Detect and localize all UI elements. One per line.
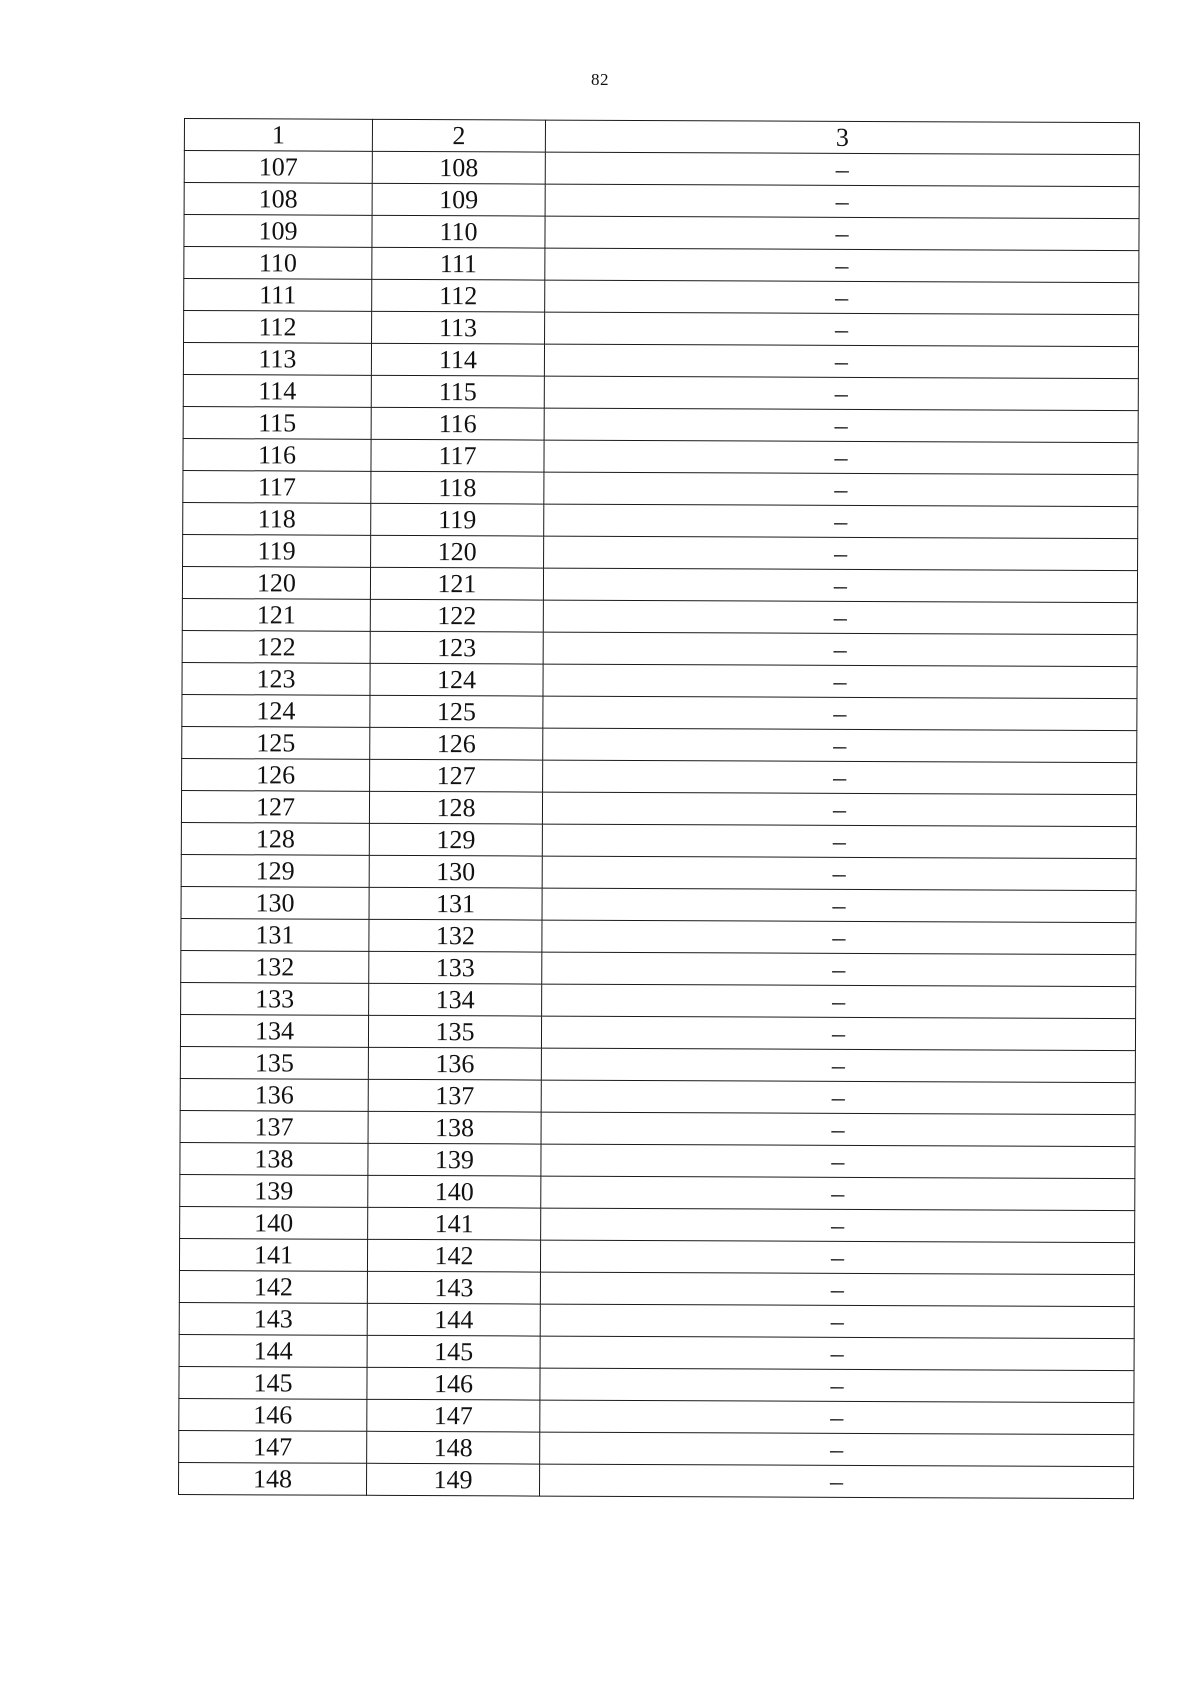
to-cell: 111 — [372, 247, 545, 280]
value-cell: – — [540, 1272, 1134, 1307]
value-cell: – — [540, 1368, 1134, 1403]
table-row — [179, 1270, 1134, 1306]
to-cell: 110 — [372, 215, 545, 248]
table-row — [179, 1302, 1134, 1338]
value-cell: – — [543, 728, 1137, 763]
value-cell: – — [540, 1432, 1134, 1467]
from-cell: 136 — [180, 1078, 368, 1111]
table-row — [181, 790, 1136, 826]
to-cell: 149 — [366, 1463, 539, 1496]
to-cell: 119 — [371, 503, 544, 536]
table-row — [182, 726, 1137, 762]
data-table-container — [178, 118, 1139, 1499]
from-cell: 147 — [179, 1430, 367, 1463]
value-cell: – — [545, 280, 1139, 315]
to-cell: 140 — [368, 1175, 541, 1208]
to-cell: 117 — [371, 439, 544, 472]
table-row — [184, 311, 1139, 347]
to-cell: 116 — [371, 407, 544, 440]
to-cell: 112 — [372, 279, 545, 312]
to-cell: 121 — [370, 567, 543, 600]
value-cell: – — [542, 856, 1136, 891]
value-cell: – — [545, 216, 1139, 251]
value-cell: – — [540, 1336, 1134, 1371]
value-cell: – — [545, 152, 1139, 187]
from-cell: 109 — [184, 215, 372, 248]
table-row — [180, 1078, 1135, 1114]
from-cell: 113 — [183, 343, 371, 376]
to-cell: 139 — [368, 1143, 541, 1176]
from-cell: 125 — [182, 726, 370, 759]
table-row — [182, 694, 1137, 730]
value-cell: – — [544, 504, 1138, 539]
to-cell: 118 — [371, 471, 544, 504]
table-row — [183, 406, 1138, 442]
value-cell: – — [542, 792, 1136, 827]
table-row — [184, 151, 1139, 187]
from-cell: 146 — [179, 1398, 367, 1431]
table-row — [182, 758, 1137, 794]
table-row — [180, 1046, 1135, 1082]
from-cell: 144 — [179, 1334, 367, 1367]
to-cell: 129 — [369, 823, 542, 856]
from-cell: 137 — [180, 1110, 368, 1143]
value-cell: – — [543, 568, 1137, 603]
column-number-cell: 3 — [545, 120, 1139, 155]
value-cell: – — [541, 1176, 1135, 1211]
from-cell: 148 — [178, 1462, 366, 1495]
value-cell: – — [539, 1464, 1133, 1499]
table-row — [183, 438, 1138, 474]
value-cell: – — [541, 1048, 1135, 1083]
table-row — [184, 279, 1139, 315]
from-cell: 128 — [181, 822, 369, 855]
table-row — [181, 822, 1136, 858]
from-cell: 121 — [182, 598, 370, 631]
from-cell: 143 — [179, 1302, 367, 1335]
table-row — [183, 534, 1138, 570]
table-row — [179, 1366, 1134, 1402]
table-row — [180, 1014, 1135, 1050]
from-cell: 126 — [182, 758, 370, 791]
table-row — [180, 1174, 1135, 1210]
to-cell: 144 — [367, 1303, 540, 1336]
table-row — [179, 1430, 1134, 1466]
value-cell: – — [544, 344, 1138, 379]
table-row — [181, 918, 1136, 954]
table-row — [182, 630, 1137, 666]
from-cell: 127 — [181, 790, 369, 823]
from-cell: 120 — [182, 566, 370, 599]
value-cell: – — [545, 248, 1139, 283]
value-cell: – — [543, 600, 1137, 635]
value-cell: – — [545, 312, 1139, 347]
value-cell: – — [542, 952, 1136, 987]
value-cell: – — [543, 696, 1137, 731]
value-cell: – — [544, 376, 1138, 411]
table-row — [181, 854, 1136, 890]
from-cell: 111 — [184, 279, 372, 312]
from-cell: 133 — [181, 982, 369, 1015]
table-row — [179, 1238, 1134, 1274]
value-cell: – — [540, 1400, 1134, 1435]
table-row — [180, 1206, 1135, 1242]
table-row — [178, 1462, 1133, 1498]
value-cell: – — [541, 1080, 1135, 1115]
table-row — [183, 502, 1138, 538]
from-cell: 110 — [184, 247, 372, 280]
table-row — [180, 1142, 1135, 1178]
from-cell: 108 — [184, 183, 372, 216]
from-cell: 119 — [183, 534, 371, 567]
value-cell: – — [542, 888, 1136, 923]
from-cell: 123 — [182, 662, 370, 695]
table-row — [179, 1398, 1134, 1434]
value-cell: – — [545, 184, 1139, 219]
to-cell: 108 — [372, 151, 545, 184]
value-cell: – — [542, 920, 1136, 955]
value-cell: – — [540, 1240, 1134, 1275]
to-cell: 136 — [368, 1047, 541, 1080]
from-cell: 138 — [180, 1142, 368, 1175]
from-cell: 122 — [182, 630, 370, 663]
table-row — [183, 343, 1138, 379]
from-cell: 139 — [180, 1174, 368, 1207]
table-body — [178, 119, 1139, 1499]
page-number: 82 — [591, 70, 609, 89]
value-cell: – — [542, 984, 1136, 1019]
to-cell: 134 — [369, 983, 542, 1016]
value-cell: – — [544, 536, 1138, 571]
to-cell: 122 — [370, 599, 543, 632]
value-cell: – — [544, 408, 1138, 443]
from-cell: 145 — [179, 1366, 367, 1399]
from-cell: 135 — [180, 1046, 368, 1079]
from-cell: 117 — [183, 470, 371, 503]
from-cell: 140 — [180, 1206, 368, 1239]
table-row — [183, 470, 1138, 506]
from-cell: 115 — [183, 406, 371, 439]
value-cell: – — [541, 1144, 1135, 1179]
table-header-row — [184, 119, 1139, 155]
to-cell: 113 — [372, 311, 545, 344]
to-cell: 126 — [370, 727, 543, 760]
value-cell: – — [542, 824, 1136, 859]
table-row — [181, 982, 1136, 1018]
from-cell: 118 — [183, 502, 371, 535]
table-row — [183, 374, 1138, 410]
to-cell: 132 — [369, 919, 542, 952]
to-cell: 145 — [367, 1335, 540, 1368]
table-row — [181, 886, 1136, 922]
to-cell: 141 — [368, 1207, 541, 1240]
to-cell: 115 — [371, 375, 544, 408]
data-table — [178, 118, 1140, 1499]
to-cell: 148 — [367, 1431, 540, 1464]
from-cell: 141 — [179, 1238, 367, 1271]
value-cell: – — [541, 1112, 1135, 1147]
from-cell: 142 — [179, 1270, 367, 1303]
to-cell: 131 — [369, 887, 542, 920]
to-cell: 125 — [370, 695, 543, 728]
to-cell: 124 — [370, 663, 543, 696]
value-cell: – — [543, 664, 1137, 699]
value-cell: – — [541, 1016, 1135, 1051]
table-row — [181, 950, 1136, 986]
value-cell: – — [541, 1208, 1135, 1243]
value-cell: – — [543, 760, 1137, 795]
value-cell: – — [543, 632, 1137, 667]
from-cell: 124 — [182, 694, 370, 727]
to-cell: 135 — [368, 1015, 541, 1048]
table-row — [184, 183, 1139, 219]
value-cell: – — [544, 472, 1138, 507]
value-cell: – — [540, 1304, 1134, 1339]
to-cell: 114 — [371, 343, 544, 376]
table-row — [184, 247, 1139, 283]
column-number-cell: 2 — [372, 119, 545, 152]
to-cell: 142 — [367, 1239, 540, 1272]
from-cell: 112 — [184, 311, 372, 344]
table-row — [182, 566, 1137, 602]
from-cell: 129 — [181, 854, 369, 887]
value-cell: – — [544, 440, 1138, 475]
to-cell: 137 — [368, 1079, 541, 1112]
from-cell: 114 — [183, 374, 371, 407]
from-cell: 116 — [183, 438, 371, 471]
table-row — [184, 215, 1139, 251]
from-cell: 130 — [181, 886, 369, 919]
table-row — [182, 662, 1137, 698]
to-cell: 128 — [369, 791, 542, 824]
to-cell: 138 — [368, 1111, 541, 1144]
table-row — [182, 598, 1137, 634]
from-cell: 132 — [181, 950, 369, 983]
to-cell: 147 — [367, 1399, 540, 1432]
to-cell: 133 — [369, 951, 542, 984]
to-cell: 146 — [367, 1367, 540, 1400]
table-row — [180, 1110, 1135, 1146]
to-cell: 120 — [371, 535, 544, 568]
table-row — [179, 1334, 1134, 1370]
to-cell: 109 — [372, 183, 545, 216]
to-cell: 130 — [369, 855, 542, 888]
from-cell: 131 — [181, 918, 369, 951]
from-cell: 134 — [180, 1014, 368, 1047]
from-cell: 107 — [184, 151, 372, 184]
to-cell: 123 — [370, 631, 543, 664]
column-number-cell: 1 — [184, 119, 372, 152]
to-cell: 127 — [370, 759, 543, 792]
to-cell: 143 — [367, 1271, 540, 1304]
